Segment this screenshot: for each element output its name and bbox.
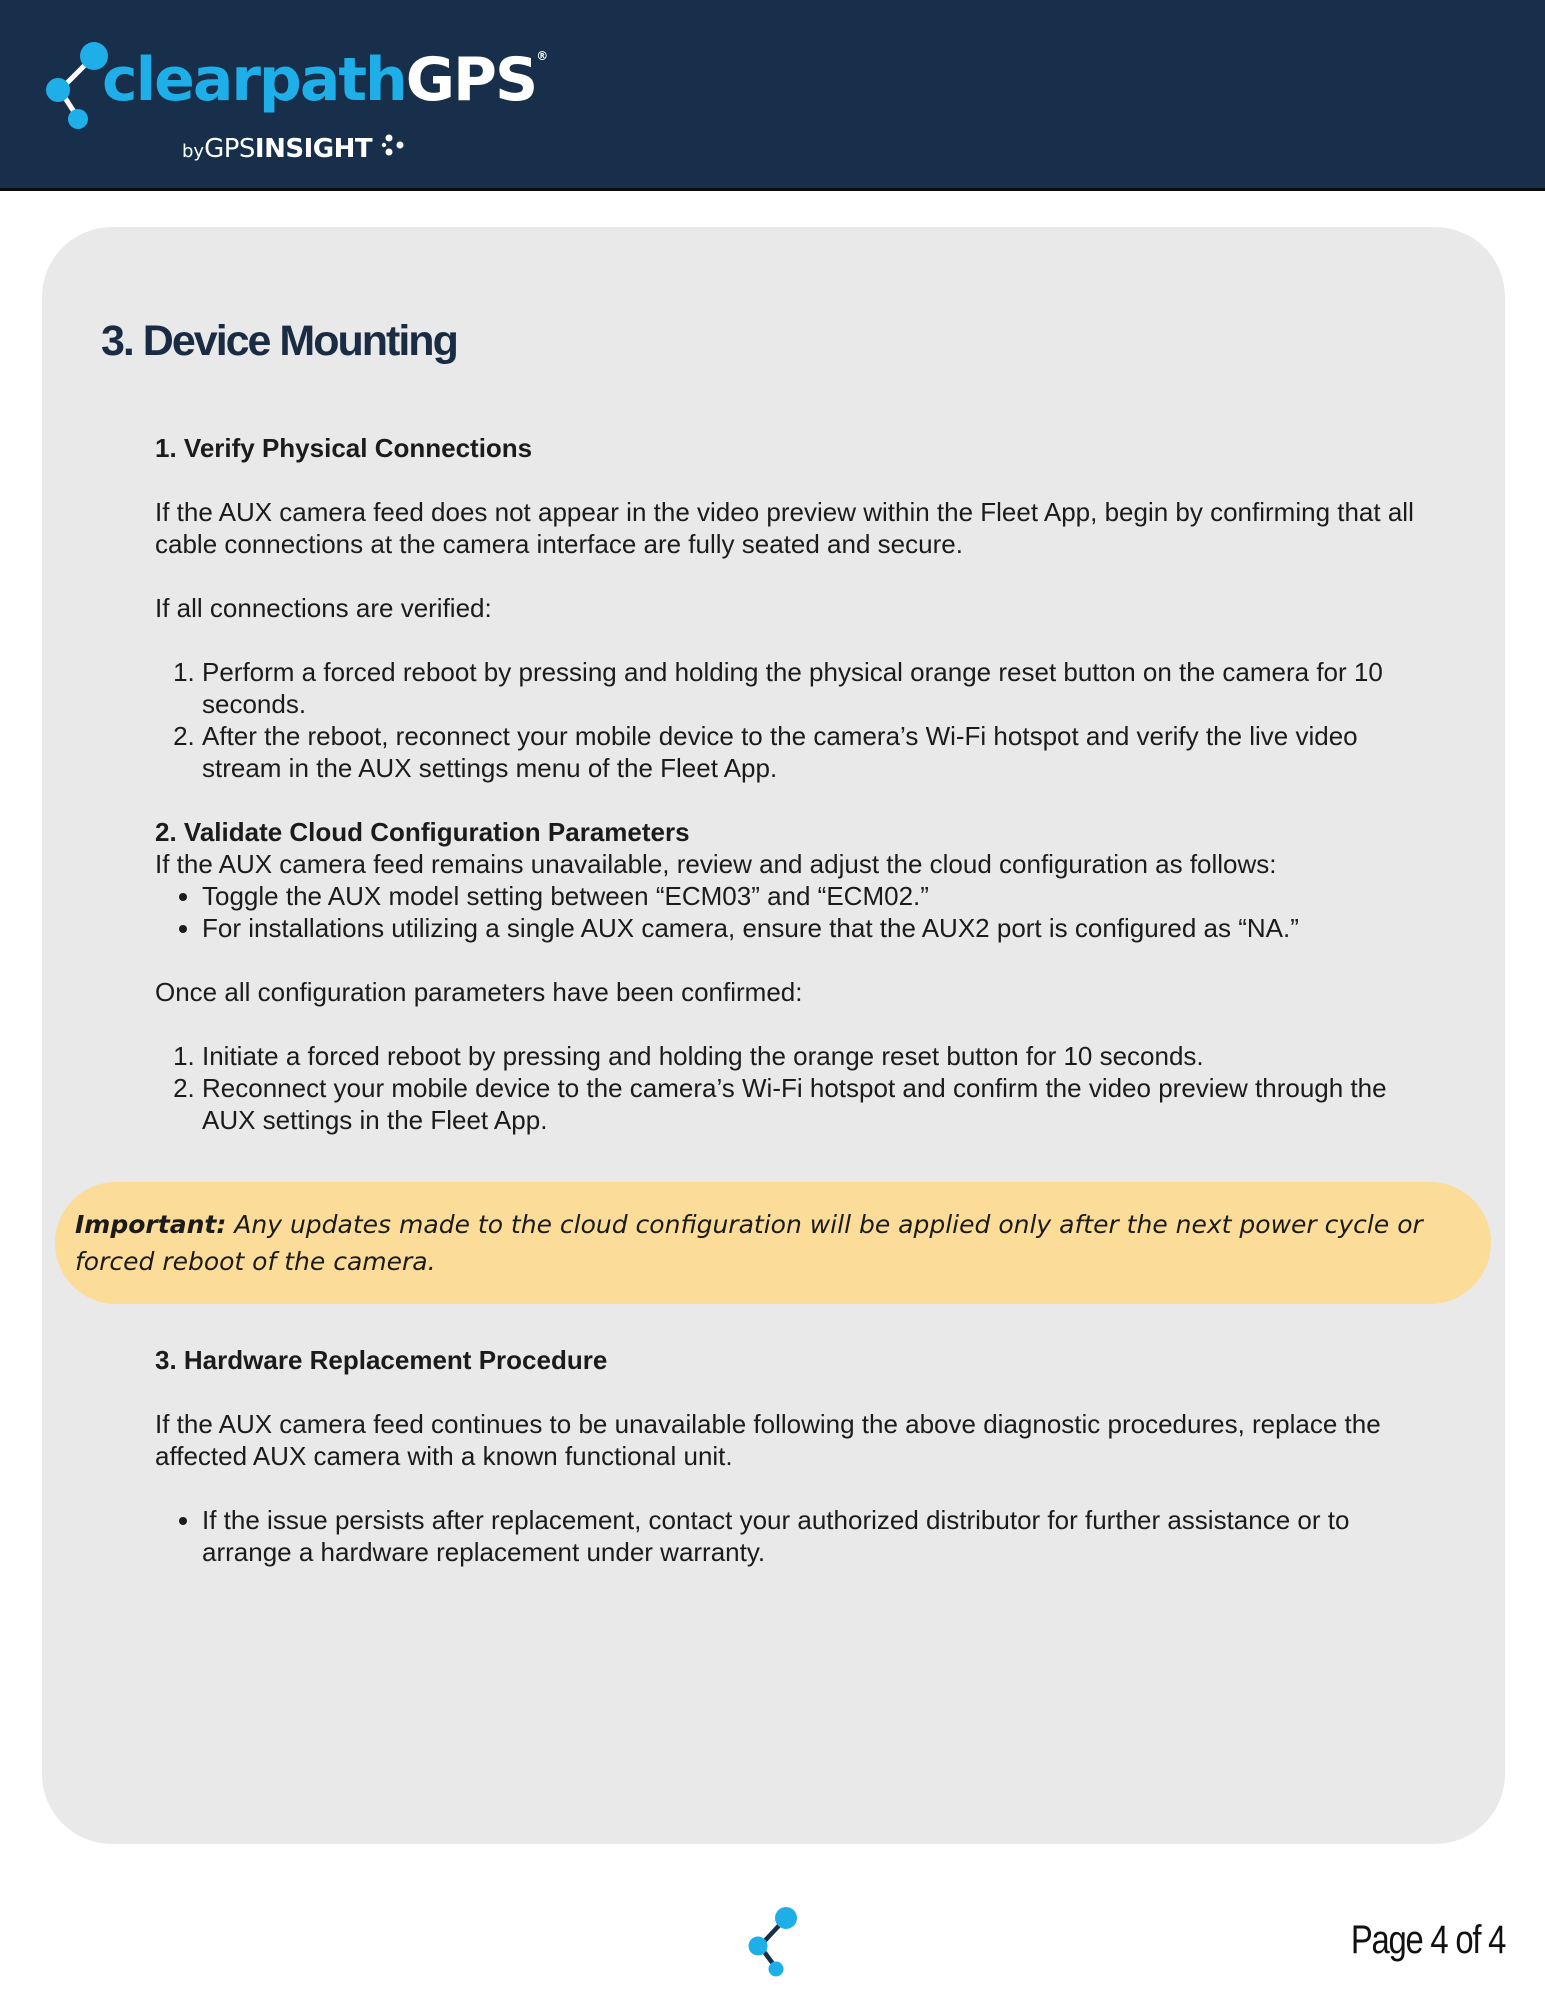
dots-icon — [380, 134, 406, 156]
logo-registered-mark: ® — [536, 49, 549, 63]
page-number: Page 4 of 4 — [1350, 1918, 1505, 1962]
list-item: 1. Initiate a forced reboot by pressing and holding the orange reset button for 10 seconds. — [202, 1040, 1425, 1072]
step1-heading: 1. Verify Physical Connections — [155, 433, 533, 463]
section-title: 3. Device Mounting — [101, 317, 457, 365]
list-item: 2. After the reboot, reconnect your mobile device to the camera’s Wi-Fi hotspot and verify the live video stream in the AUX settings menu of the Fleet App. — [202, 720, 1425, 784]
steps-1-2 — [155, 432, 1425, 1136]
list-item: • For installations utilizing a single AUX camera, ensure that the AUX2 port is configured as “NA.” — [202, 912, 1425, 944]
important-text: Any updates made to the cloud configuration will be applied only after the next power cycle or forced reboot of the camera. — [75, 1210, 1423, 1276]
list-item: • Toggle the AUX model setting between “ECM03” and “ECM02.” — [202, 880, 1425, 912]
step1-ordered-list — [155, 656, 1425, 784]
step2-ordered-list — [155, 1040, 1425, 1136]
logo-sub-gps: GPS — [204, 134, 255, 164]
important-callout — [55, 1182, 1491, 1304]
step-3 — [155, 1344, 1425, 1568]
step1-lead: If all connections are verified: — [155, 593, 492, 623]
logo-wordmark — [102, 45, 549, 115]
share-nodes-icon — [746, 1906, 802, 1978]
list-item: • If the issue persists after replacement, contact your authorized distributor for further assistance or to arrange a hardware replacement under warranty. — [202, 1504, 1425, 1568]
step2-intro: If the AUX camera feed remains unavailable, review and adjust the cloud configuration as follows: — [155, 849, 1277, 879]
step1-intro: If the AUX camera feed does not appear in the video preview within the Fleet App, begin by confirming that all cable connections at the camera interface are fully seated and secure. — [155, 497, 1414, 559]
important-label: Important: — [75, 1210, 227, 1239]
list-item: 1. Perform a forced reboot by pressing and holding the physical orange reset button on the camera for 10 seconds. — [202, 656, 1425, 720]
step2-heading: 2. Validate Cloud Configuration Parameters — [155, 817, 690, 847]
page-header — [0, 0, 1545, 191]
clearpathgps-logo — [44, 42, 604, 172]
step2-lead: Once all configuration parameters have been confirmed: — [155, 977, 803, 1007]
step3-intro: If the AUX camera feed continues to be unavailable following the above diagnostic procedures, replace the affected AUX camera with a known functional unit. — [155, 1409, 1381, 1471]
list-item: 2. Reconnect your mobile device to the camera’s Wi-Fi hotspot and confirm the video preview through the AUX settings in the Fleet App. — [202, 1072, 1425, 1136]
step3-bullet-list — [155, 1504, 1425, 1568]
step2-bullet-list — [155, 880, 1425, 944]
logo-by: by — [182, 141, 205, 162]
logo-sub-insight: INSIGHT — [254, 134, 373, 164]
step3-heading: 3. Hardware Replacement Procedure — [155, 1345, 608, 1375]
logo-subline — [182, 136, 372, 162]
logo-word-clearpath: clearpath — [102, 45, 406, 115]
logo-word-gps: GPS — [405, 45, 537, 115]
